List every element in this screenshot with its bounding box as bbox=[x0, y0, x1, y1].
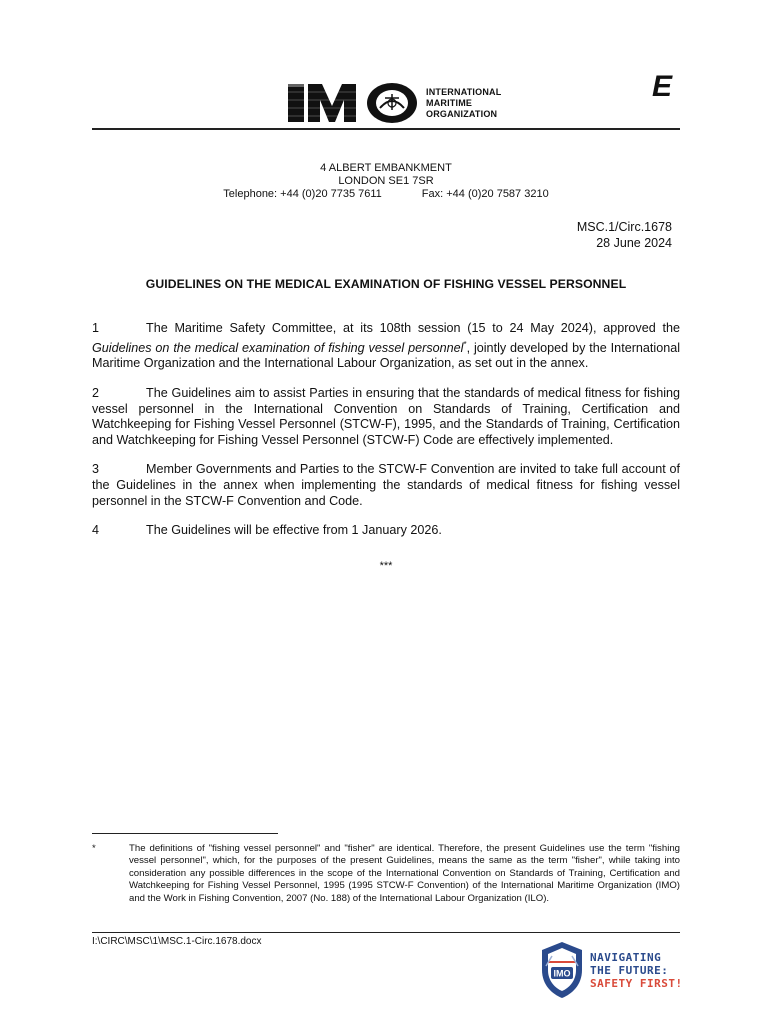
footer-rule bbox=[92, 932, 680, 933]
imo-logo-icon bbox=[288, 80, 418, 126]
section-separator: *** bbox=[379, 559, 393, 572]
header-rule bbox=[92, 128, 680, 130]
file-path: I:\CIRC\MSC\1\MSC.1-Circ.1678.docx bbox=[92, 936, 262, 947]
imo-logo bbox=[288, 80, 501, 126]
org-name bbox=[426, 87, 501, 120]
slogan-line: THE FUTURE: bbox=[590, 963, 669, 977]
footnote-rule bbox=[92, 833, 278, 834]
footnote-ref: * bbox=[463, 339, 467, 349]
paragraph bbox=[92, 523, 680, 539]
document-reference bbox=[577, 219, 672, 251]
slogan-line: SAFETY FIRST! bbox=[590, 976, 683, 990]
paragraph-number: 3 bbox=[92, 462, 100, 477]
paragraph-number: 4 bbox=[92, 523, 100, 538]
address-line: 4 ALBERT EMBANKMENT bbox=[320, 162, 452, 174]
paragraph-text: , jointly developed by the International Maritime Organization and the International Labour Organization, as set out in the annex. bbox=[92, 340, 681, 371]
paragraph bbox=[92, 386, 680, 448]
document-body bbox=[92, 321, 680, 574]
org-name-line: MARITIME bbox=[426, 97, 473, 108]
campaign-slogan bbox=[590, 951, 683, 990]
footnote bbox=[92, 843, 680, 905]
document-symbol: MSC.1/Circ.1678 bbox=[576, 220, 672, 234]
paragraph-text: The Guidelines aim to assist Parties in ensuring that the standards of medical fitness for fishing vessel personnel in the International Convention on Standards of Training, Certification and Watchkeeping for Fishing Vessel Personnel (STCW-F), 1995, and the Standards of Training, Certification and Watchkeeping for Fishing Vessel Personnel (STCW-F) Code are effectively implemented. bbox=[92, 385, 680, 447]
paragraph-text: Member Governments and Parties to the STCW-F Convention are invited to take full account of the Guidelines in the annex when implementing the standards of medical fitness for fishing vessel personnel in the STCW-F Convention and Code. bbox=[92, 462, 680, 508]
campaign-badge bbox=[538, 940, 683, 1000]
paragraph-text: The Guidelines will be effective from 1 January 2026. bbox=[146, 523, 442, 538]
fax: Fax: +44 (0)20 7587 3210 bbox=[421, 188, 549, 200]
contact-line bbox=[92, 188, 680, 201]
imo-shield-icon bbox=[538, 940, 586, 1000]
address-line: LONDON SE1 7SR bbox=[338, 175, 434, 187]
org-name-line: INTERNATIONAL bbox=[426, 86, 502, 97]
document-date: 28 June 2024 bbox=[596, 236, 672, 250]
telephone: Telephone: +44 (0)20 7735 7611 bbox=[223, 188, 382, 200]
paragraph-number: 2 bbox=[92, 385, 100, 400]
guidelines-title: Guidelines on the medical examination of fishing vessel personnel bbox=[92, 340, 464, 355]
footnote-text: The definitions of "fishing vessel personnel" and "fisher" are identical. Therefore, the present Guidelines use the term "fishing vessel personnel", which, for the purposes of the present Guidelines, means the same as the term "fisher", while taking into consideration any possible differences in the scope of the International Convention on Standards of Training, Certification and Watchkeeping for Fishing Vessel Personnel, 1995 (1995 STCW-F Convention) of the International Maritime Organization (IMO) and the Work in Fishing Convention, 2007 (No. 188) of the International Labour Organization (ILO). bbox=[129, 843, 680, 904]
paragraph-number: 1 bbox=[92, 321, 100, 335]
org-name-line: ORGANIZATION bbox=[426, 108, 498, 119]
language-mark: E bbox=[651, 70, 672, 103]
paragraph-text: The Maritime Safety Committee, at its 108th session (15 to 24 May 2024), approved the bbox=[146, 321, 680, 335]
paragraph bbox=[92, 321, 680, 372]
address-block bbox=[92, 162, 680, 201]
paragraph bbox=[92, 462, 680, 509]
document-title: GUIDELINES ON THE MEDICAL EXAMINATION OF FISHING VESSEL PERSONNEL bbox=[145, 277, 627, 291]
slogan-line: NAVIGATING bbox=[590, 950, 662, 964]
badge-label: IMO bbox=[553, 968, 571, 979]
footnote-mark: * bbox=[92, 843, 96, 854]
